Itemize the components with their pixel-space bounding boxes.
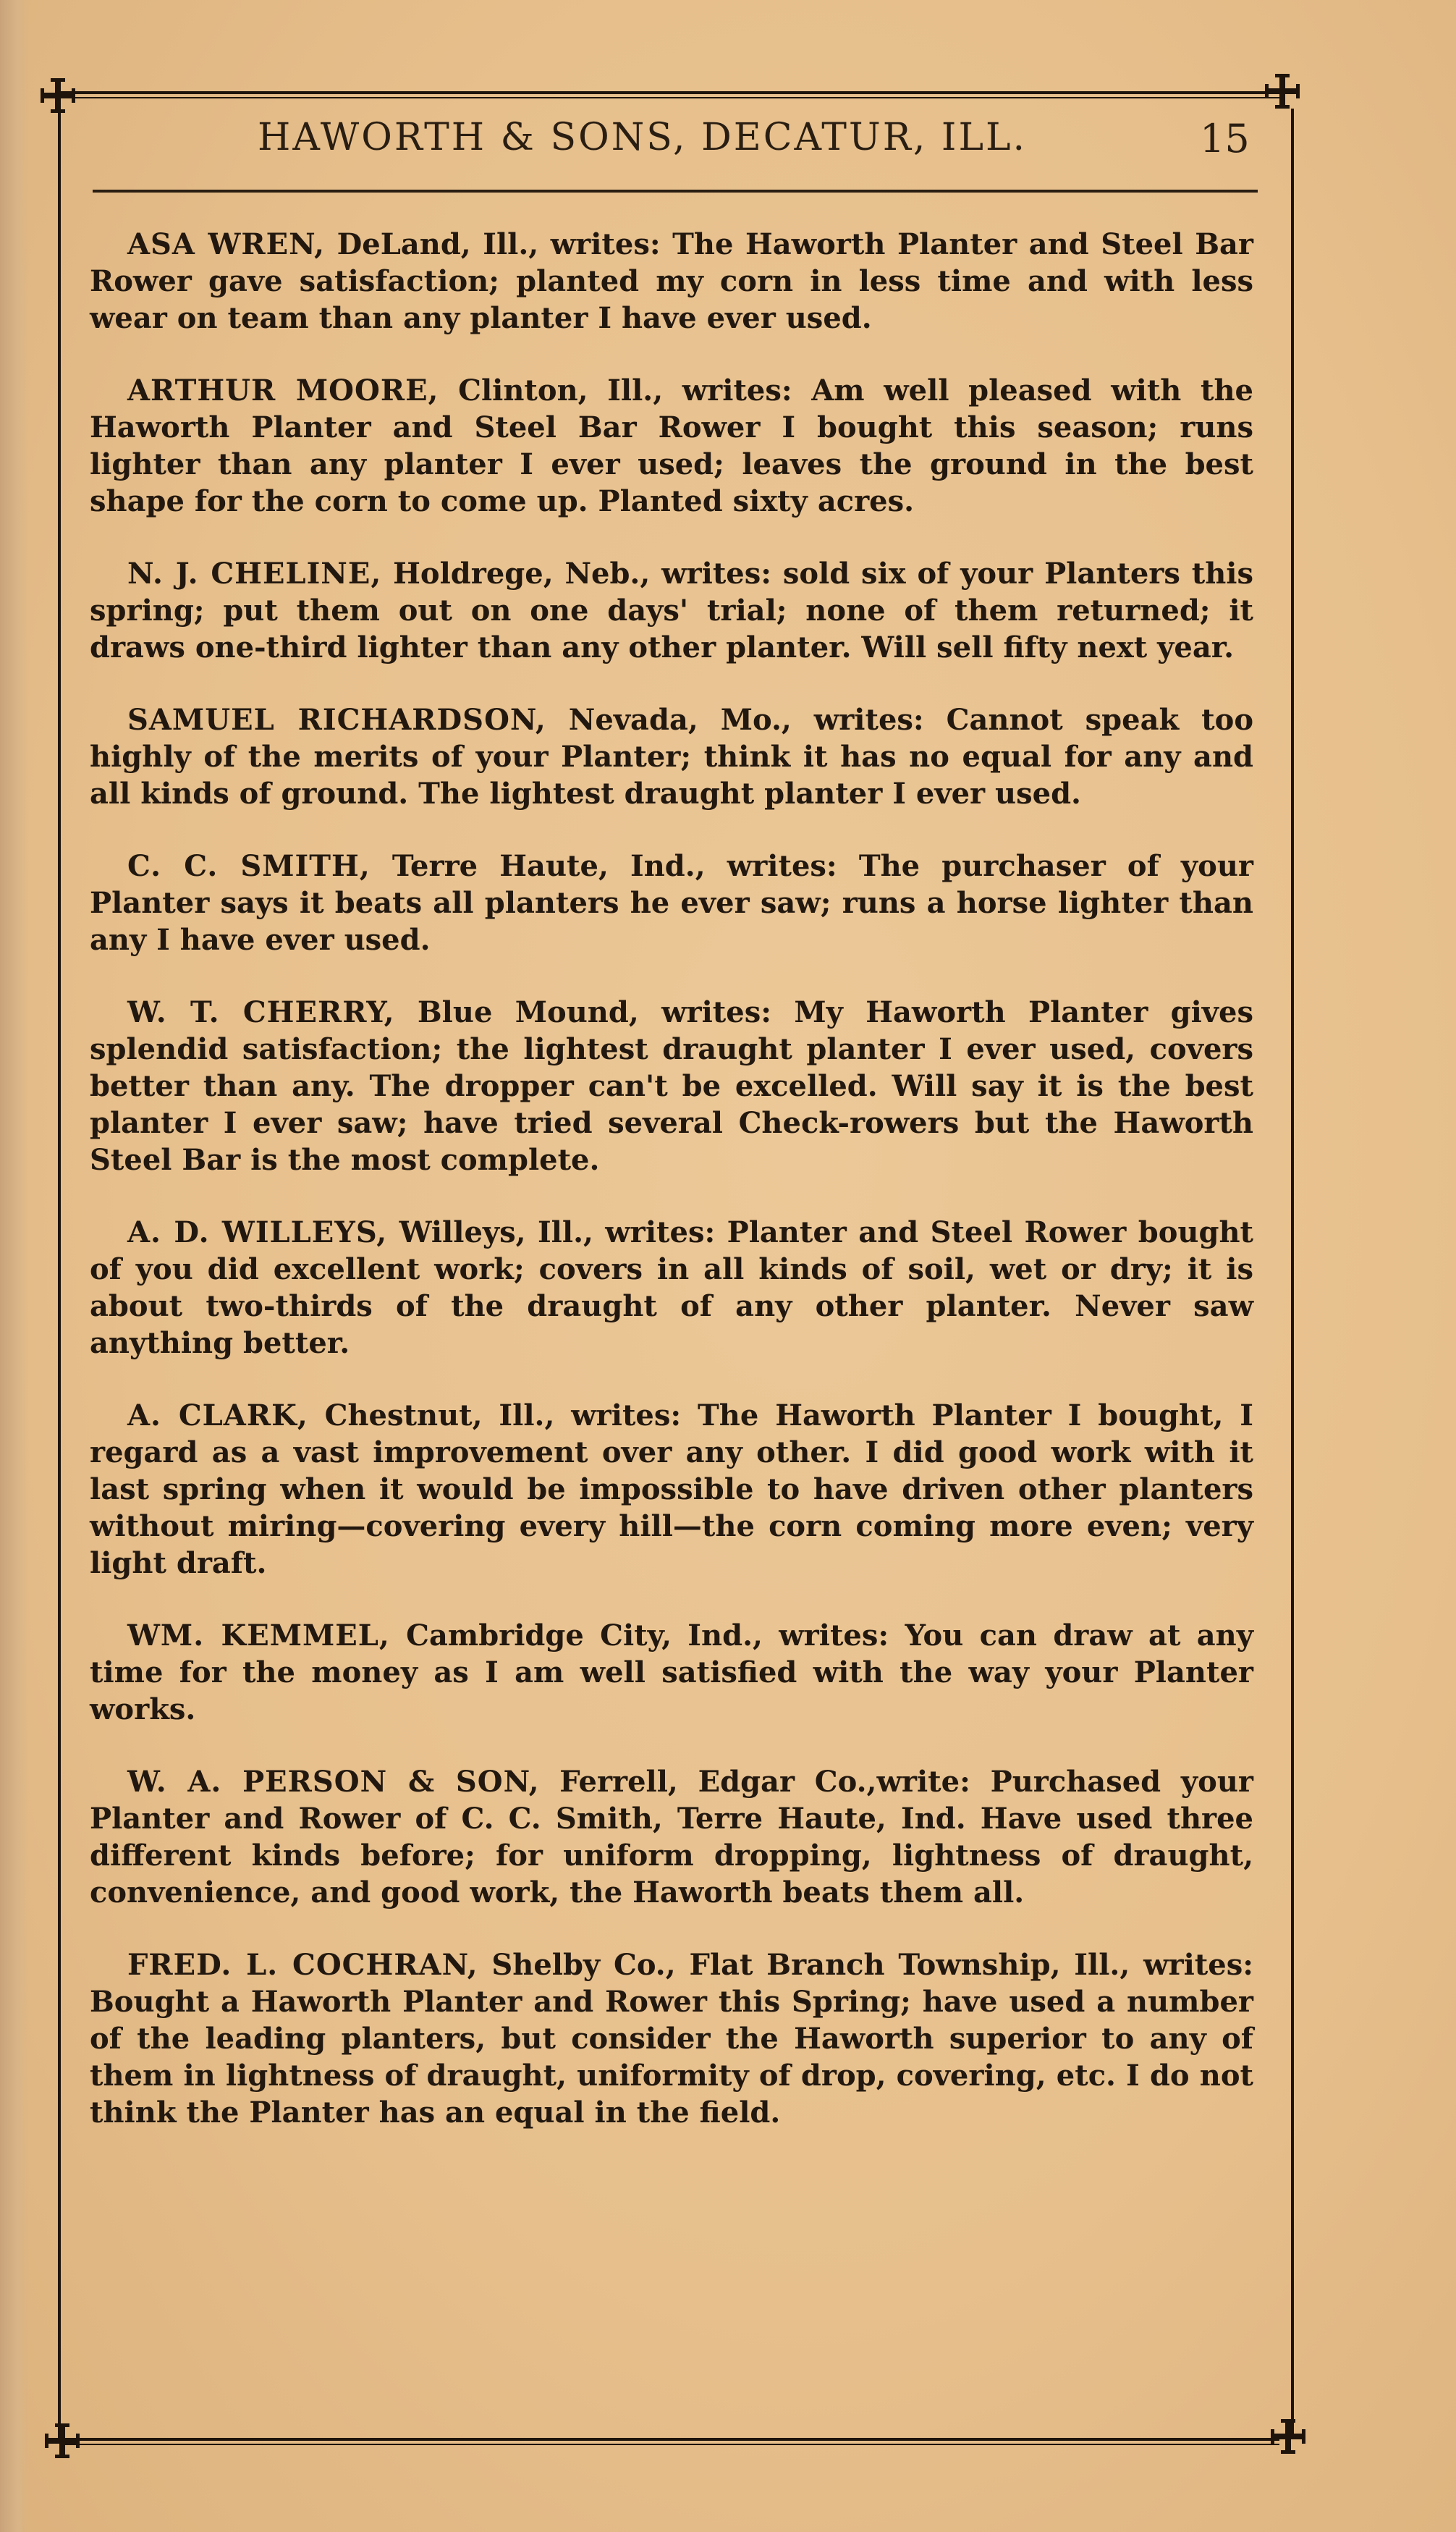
running-head: HAWORTH & SONS, DECATUR, ILL. bbox=[258, 116, 1028, 159]
testimonial-entry bbox=[90, 555, 1253, 666]
cross-ornament-icon bbox=[1262, 71, 1303, 111]
testimonial-author: A. D. WILLEYS, bbox=[127, 1215, 388, 1249]
testimonial-entry bbox=[90, 226, 1253, 337]
testimonial-text: Clinton, Ill., writes: Am well pleased with the Haworth Planter and Steel Bar Rower I bought this season; runs lighter than any planter I ever used; leaves the ground in the best shape for the corn to come up. Planted sixty acres. bbox=[90, 374, 1254, 518]
testimonial-text: Cambridge City, Ind., writes: You can draw at any time for the money as I am well satisfied with the way your Planter works. bbox=[90, 1619, 1253, 1726]
testimonial-author: W. A. PERSON & SON, bbox=[127, 1765, 540, 1799]
header-rule bbox=[93, 190, 1258, 193]
testimonial-text: Chestnut, Ill., writes: The Haworth Planter I bought, I regard as a vast improvement over any other. I did good work with it last spring when it would be impossible to have driven other planters without miring—covering every hill—the corn coming more even; very light draft. bbox=[90, 1398, 1253, 1580]
frame-left-rule bbox=[58, 109, 61, 2439]
page-spine-shadow bbox=[0, 0, 29, 2532]
testimonial-list bbox=[90, 226, 1253, 2166]
testimonial-author: ARTHUR MOORE, bbox=[127, 374, 439, 408]
testimonial-author: W. T. CHERRY, bbox=[127, 995, 395, 1029]
testimonial-author: A. CLARK, bbox=[127, 1398, 308, 1432]
testimonial-text: Ferrell, Edgar Co.,write: Purchased your Planter and Rower of C. C. Smith, Terre Haute, Ind. Have used three different kinds before; for uniform dropping, lightness of draught, convenience, and good work, the Haworth beats them all. bbox=[90, 1765, 1253, 1909]
testimonial-entry bbox=[90, 1946, 1253, 2131]
testimonial-text: DeLand, Ill., writes: The Haworth Planter and Steel Bar Rower gave satisfaction; planted my corn in less time and with less wear on team than any planter I have ever used. bbox=[90, 227, 1254, 335]
cross-ornament-icon bbox=[42, 2421, 82, 2461]
testimonial-text: Willeys, Ill., writes: Planter and Steel Rower bought of you did excellent work; covers in all kinds of soil, wet or dry; it is about two-thirds of the draught of any other planter. Never saw anything better. bbox=[90, 1215, 1254, 1360]
testimonial-entry bbox=[90, 994, 1253, 1178]
cross-ornament-icon bbox=[38, 75, 78, 116]
page-number: 15 bbox=[1200, 116, 1250, 161]
testimonial-entry bbox=[90, 1617, 1253, 1728]
testimonial-author: N. J. CHELINE, bbox=[127, 557, 382, 591]
testimonial-text: Nevada, Mo., writes: Cannot speak too highly of the merits of your Planter; think it has no equal for any and all kinds of ground. The lightest draught planter I ever used. bbox=[90, 703, 1254, 811]
testimonial-entry bbox=[90, 848, 1253, 958]
testimonial-text: Terre Haute, Ind., writes: The purchaser of your Planter says it beats all planters he ever saw; runs a horse lighter than any I have ever used. bbox=[90, 849, 1253, 957]
testimonial-author: ASA WREN, bbox=[127, 227, 326, 261]
testimonial-text: Holdrege, Neb., writes: sold six of your Planters this spring; put them out on one days' trial; none of them returned; it draws one-third lighter than any other planter. Will sell fifty next year. bbox=[90, 557, 1253, 664]
testimonial-entry bbox=[90, 1214, 1253, 1362]
frame-top-rule bbox=[59, 91, 1279, 94]
testimonial-author: C. C. SMITH, bbox=[127, 849, 371, 883]
testimonial-author: WM. KEMMEL, bbox=[127, 1619, 390, 1653]
testimonial-entry bbox=[90, 1763, 1253, 1911]
frame-right-rule bbox=[1291, 109, 1294, 2439]
testimonial-author: SAMUEL RICHARDSON, bbox=[127, 703, 546, 737]
cross-ornament-icon bbox=[1268, 2416, 1308, 2457]
frame-top-inner-rule bbox=[59, 97, 1279, 98]
testimonial-entry bbox=[90, 372, 1253, 520]
testimonial-author: FRED. L. COCHRAN, bbox=[127, 1948, 478, 1982]
frame-bottom-rule bbox=[59, 2438, 1279, 2441]
testimonial-text: Blue Mound, writes: My Haworth Planter gives splendid satisfaction; the lightest draught planter I ever used, covers better than any. The dropper can't be excelled. Will say it is the best planter I ever saw; have tried several Check-rowers but the Haworth Steel Bar is the most complete. bbox=[90, 995, 1253, 1177]
testimonial-text: Shelby Co., Flat Branch Township, Ill., writes: Bought a Haworth Planter and Rower this Spring; have used a number of the leading planters, but consider the Haworth superior to any of them in lightness of draught, uniformity of drop, covering, etc. I do not think the Planter has an equal in the field. bbox=[90, 1948, 1253, 2130]
frame-bottom-inner-rule bbox=[59, 2444, 1279, 2445]
testimonial-entry bbox=[90, 701, 1253, 812]
testimonial-entry bbox=[90, 1397, 1253, 1582]
